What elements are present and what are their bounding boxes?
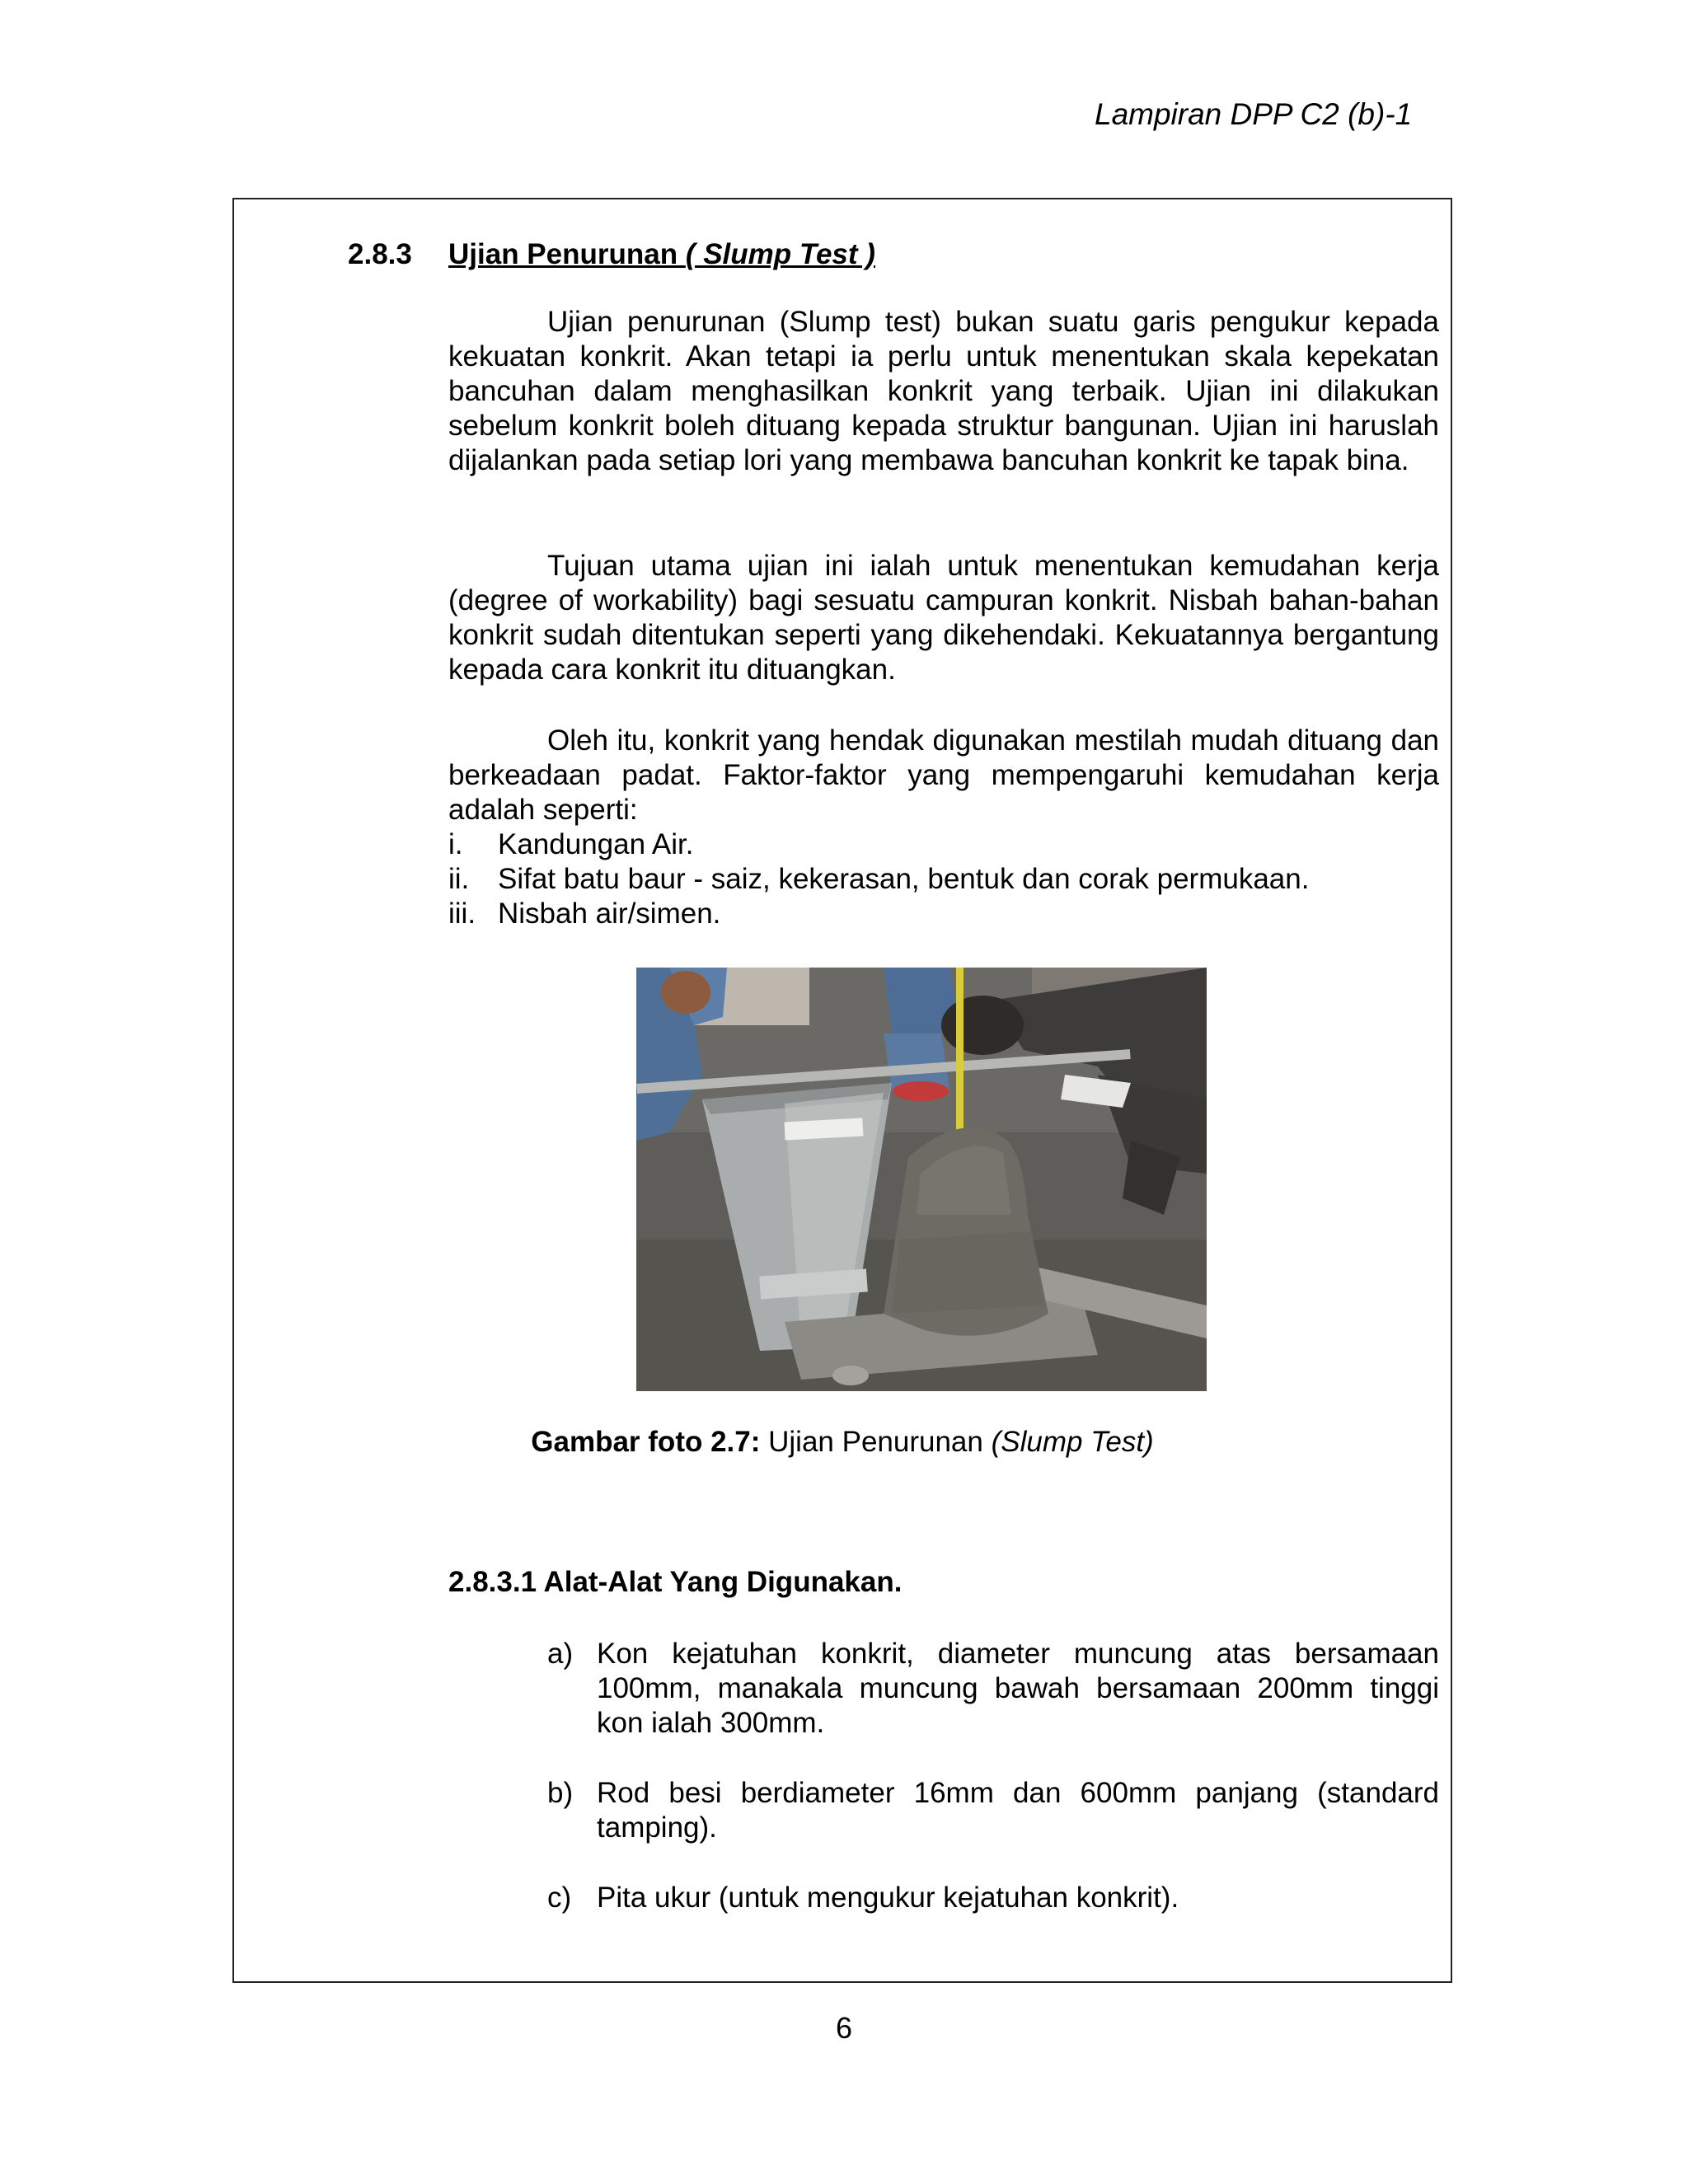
equipment-item: [547, 1637, 1439, 1741]
factors-list: [448, 827, 1439, 931]
section-number: 2.8.3: [348, 238, 412, 270]
equipment-text: Pita ukur (untuk mengukur kejatuhan konkrit).: [597, 1882, 1179, 1914]
paragraph-intro: Ujian penurunan (Slump test) bukan suatu garis pengukur kepada kekuatan konkrit. Akan tetapi ia perlu untuk menentukan skala kepekatan bancuhan dalam menghasilkan konkrit yang terbaik. Ujian ini dilakukan sebelum konkrit boleh dituang kepada struktur bangunan. Ujian ini haruslah dijalankan pada setiap lori yang membawa bancuhan konkrit ke tapak bina.: [448, 306, 1439, 476]
equipment-item: [547, 1881, 1439, 1915]
content-frame: [232, 198, 1452, 1983]
caption-text: Ujian Penurunan: [768, 1426, 983, 1458]
list-item-text: Sifat batu baur - saiz, kekerasan, bentuk dan corak permukaan.: [498, 863, 1310, 895]
subsection-title: 2.8.3.1 Alat-Alat Yang Digunakan.: [448, 1566, 903, 1598]
list-marker: iii.: [448, 898, 476, 930]
section-title: Ujian Penurunan ( Slump Test ): [448, 238, 875, 270]
equipment-marker: c): [547, 1882, 572, 1914]
list-marker: i.: [448, 828, 463, 860]
list-item-text: Nisbah air/simen.: [498, 898, 721, 930]
caption-italic: (Slump Test): [991, 1426, 1154, 1458]
page-number: 6: [835, 2011, 853, 2045]
caption-label: Gambar foto 2.7:: [531, 1426, 761, 1458]
list-item: [448, 827, 1439, 862]
section-title-english: ( Slump Test ): [685, 238, 875, 270]
equipment-text: Rod besi berdiameter 16mm dan 600mm panjang (standard tamping).: [597, 1777, 1439, 1844]
slump-test-photo: [636, 968, 1207, 1391]
document-reference: Lampiran DPP C2 (b)-1: [1095, 97, 1413, 131]
list-marker: ii.: [448, 863, 470, 895]
figure-caption: [234, 1426, 1451, 1459]
paragraph-factors: Oleh itu, konkrit yang hendak digunakan mestilah mudah dituang dan berkeadaan padat. Faktor-faktor yang mempengaruhi kemudahan kerja adalah seperti:: [448, 724, 1439, 826]
equipment-marker: a): [547, 1638, 574, 1670]
list-item-text: Kandungan Air.: [498, 828, 694, 860]
equipment-item: [547, 1776, 1439, 1845]
list-item: [448, 897, 1439, 931]
equipment-marker: b): [547, 1777, 574, 1809]
equipment-text: Kon kejatuhan konkrit, diameter muncung atas bersamaan 100mm, manakala muncung bawah bersamaan 200mm tinggi kon ialah 300mm.: [597, 1638, 1439, 1739]
paragraph-purpose: Tujuan utama ujian ini ialah untuk menentukan kemudahan kerja (degree of workability) bagi sesuatu campuran konkrit. Nisbah bahan-bahan konkrit sudah ditentukan seperti yang dikehendaki. Kekuatannya bergantung kepada cara konkrit itu dituangkan.: [448, 550, 1439, 686]
list-item: [448, 862, 1439, 897]
